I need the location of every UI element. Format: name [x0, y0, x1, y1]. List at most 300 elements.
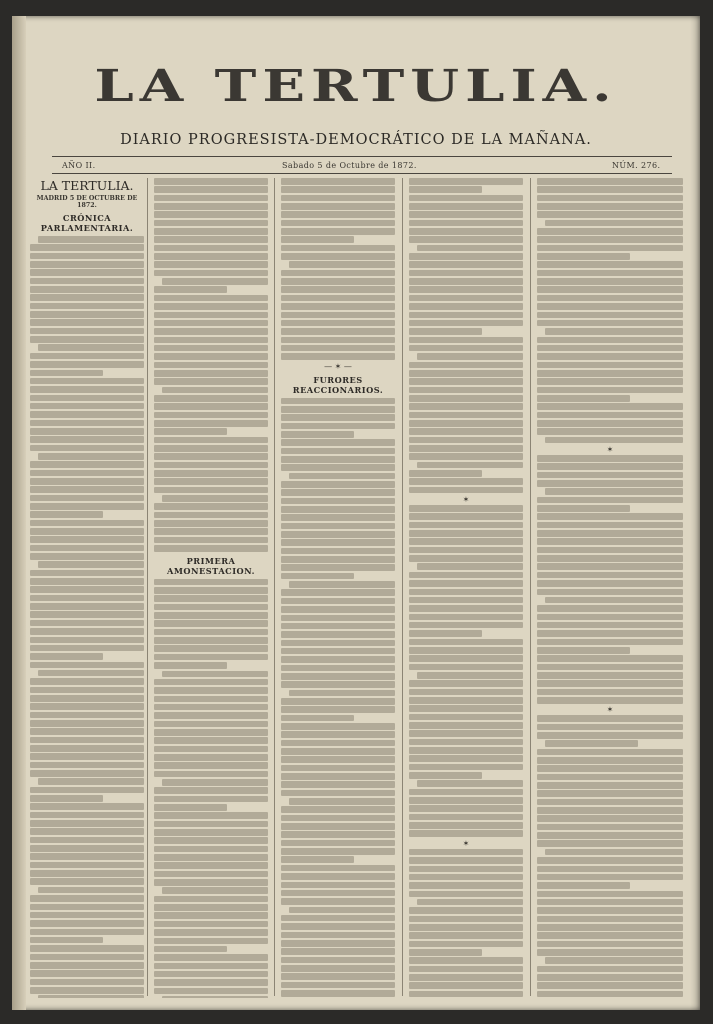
- text-line: [30, 286, 144, 293]
- text-line: [409, 555, 523, 562]
- text-line: [545, 597, 683, 604]
- text-line: [281, 312, 395, 319]
- text-line: [30, 937, 103, 944]
- text-line: [154, 821, 268, 828]
- text-line: [409, 378, 523, 385]
- text-line: [537, 563, 683, 570]
- text-line: [38, 453, 144, 460]
- text-line: [409, 428, 523, 435]
- text-line: [154, 829, 268, 836]
- text-line: [30, 528, 144, 535]
- text-line: [409, 697, 523, 704]
- text-line: [30, 962, 144, 969]
- text-line: [537, 857, 683, 864]
- text-line: [154, 378, 268, 385]
- text-line: [281, 740, 395, 747]
- text-line: [30, 828, 144, 835]
- text-line: [30, 812, 144, 819]
- text-line: [281, 856, 354, 863]
- text-line: [154, 696, 268, 703]
- text-line: [30, 803, 144, 810]
- text-line: [154, 228, 268, 235]
- text-line: [154, 712, 268, 719]
- text-line: [154, 312, 268, 319]
- text-line: [30, 845, 144, 852]
- text-line: [281, 815, 395, 822]
- text-line: [154, 178, 268, 185]
- text-line: [154, 912, 268, 919]
- text-line: [537, 195, 683, 202]
- text-line: [30, 395, 144, 402]
- text-line: [409, 270, 523, 277]
- text-line: [30, 712, 144, 719]
- text-line: [537, 689, 683, 696]
- text-line: [537, 982, 683, 989]
- text-line: [537, 513, 683, 520]
- text-line: [409, 445, 523, 452]
- text-line: [154, 236, 268, 243]
- text-line: [409, 814, 523, 821]
- text-line: [162, 996, 268, 998]
- article-text-block: [279, 178, 397, 360]
- text-line: [281, 253, 395, 260]
- masthead-subtitle: DIARIO PROGRESISTA-DEMOCRÁTICO DE LA MAÑANA.: [120, 132, 592, 148]
- text-line: [409, 630, 482, 637]
- ornament-star: ✶: [606, 445, 614, 454]
- text-line: [409, 966, 523, 973]
- text-line: [537, 815, 683, 822]
- text-line: [537, 203, 683, 210]
- text-line: [162, 495, 268, 502]
- text-line: [409, 949, 482, 956]
- text-line: [38, 887, 144, 894]
- text-line: [537, 472, 683, 479]
- text-line: [281, 915, 395, 922]
- text-line: [30, 445, 144, 452]
- text-line: [154, 862, 268, 869]
- text-line: [154, 445, 268, 452]
- ornament-dash: — ✶ —: [324, 361, 352, 371]
- text-line: [154, 938, 268, 945]
- text-line: [30, 787, 144, 794]
- text-line: [409, 505, 523, 512]
- text-line: [30, 637, 144, 644]
- text-line: [409, 278, 523, 285]
- column-title: LA TERTULIA.: [40, 178, 134, 193]
- text-line: [154, 245, 268, 252]
- text-line: [281, 873, 395, 880]
- text-line: [281, 220, 395, 227]
- text-line: [537, 186, 683, 193]
- text-line: [281, 840, 395, 847]
- text-line: [30, 920, 144, 927]
- text-line: [281, 506, 395, 513]
- text-line: [409, 891, 523, 898]
- binding-gutter: [12, 16, 26, 1010]
- text-line: [409, 714, 523, 721]
- text-line: [537, 724, 683, 731]
- text-line: [30, 653, 103, 660]
- text-line: [30, 319, 144, 326]
- text-line: [537, 824, 683, 831]
- text-line: [537, 428, 683, 435]
- text-line: [30, 795, 103, 802]
- text-line: [30, 678, 144, 685]
- text-line: [409, 747, 523, 754]
- text-line: [281, 195, 395, 202]
- text-line: [281, 236, 354, 243]
- text-line: [154, 303, 268, 310]
- text-line: [154, 328, 268, 335]
- text-line: [409, 830, 523, 837]
- text-line: [537, 530, 683, 537]
- text-line: [537, 966, 683, 973]
- text-line: [289, 907, 395, 914]
- text-line: [30, 820, 144, 827]
- text-line: [281, 423, 395, 430]
- text-line: [281, 523, 395, 530]
- text-line: [537, 312, 683, 319]
- text-line: [537, 664, 683, 671]
- text-line: [154, 528, 268, 535]
- text-line: [154, 595, 268, 602]
- text-line: [30, 611, 144, 618]
- text-line: [38, 778, 144, 785]
- text-line: [281, 573, 354, 580]
- text-line: [281, 303, 395, 310]
- article-text-block: [152, 178, 270, 552]
- text-line: [30, 495, 144, 502]
- text-line: [30, 511, 103, 518]
- text-line: [409, 286, 523, 293]
- article-text-block: [407, 178, 525, 493]
- text-line: [409, 941, 523, 948]
- text-line: [537, 261, 683, 268]
- text-line: [409, 907, 523, 914]
- text-line: [537, 589, 683, 596]
- text-line: [409, 866, 523, 873]
- ornament-star: ✶: [606, 705, 614, 715]
- text-line: [537, 732, 683, 739]
- text-line: [537, 924, 683, 931]
- text-line: [537, 228, 683, 235]
- text-line: [409, 957, 523, 964]
- text-line: [281, 723, 395, 730]
- text-line: [537, 505, 630, 512]
- text-line: [30, 762, 144, 769]
- text-line: [30, 595, 144, 602]
- text-line: [30, 294, 144, 301]
- text-line: [281, 706, 395, 713]
- text-line: [409, 328, 482, 335]
- text-line: [154, 612, 268, 619]
- text-line: [30, 278, 144, 285]
- text-line: [537, 840, 683, 847]
- text-line: [154, 837, 268, 844]
- text-line: [154, 453, 268, 460]
- text-line: [409, 487, 523, 494]
- text-line: [409, 362, 523, 369]
- text-line: [30, 645, 144, 652]
- text-line: [30, 987, 144, 994]
- text-line: [545, 488, 683, 495]
- text-line: [30, 520, 144, 527]
- article-text-block: [28, 236, 146, 998]
- text-line: [281, 337, 395, 344]
- text-line: [30, 361, 144, 368]
- text-line: [409, 605, 523, 612]
- text-line: [281, 865, 395, 872]
- text-line: [281, 589, 395, 596]
- text-line: [545, 957, 683, 964]
- text-line: [409, 337, 523, 344]
- text-line: [154, 796, 268, 803]
- column-2: [152, 178, 270, 998]
- text-line: [154, 804, 227, 811]
- text-line: [537, 580, 683, 587]
- text-line: [537, 480, 683, 487]
- text-line: [281, 973, 395, 980]
- text-line: [154, 988, 268, 995]
- text-line: [409, 303, 523, 310]
- text-line: [537, 278, 683, 285]
- text-line: [154, 787, 268, 794]
- text-line: [281, 270, 395, 277]
- text-line: [537, 757, 683, 764]
- text-line: [537, 790, 683, 797]
- text-line: [537, 647, 630, 654]
- text-line: [537, 715, 683, 722]
- text-line: [409, 680, 523, 687]
- text-line: [281, 295, 395, 302]
- text-line: [537, 345, 683, 352]
- text-line: [281, 940, 395, 947]
- text-line: [281, 456, 395, 463]
- text-line: [281, 965, 395, 972]
- article-text-block: [535, 455, 685, 704]
- text-line: [154, 729, 268, 736]
- text-line: [30, 770, 144, 777]
- text-line: [30, 478, 144, 485]
- text-line: [537, 303, 683, 310]
- text-line: [281, 848, 395, 855]
- text-line: [409, 437, 523, 444]
- text-line: [281, 990, 395, 997]
- text-line: [537, 403, 683, 410]
- text-line: [289, 690, 395, 697]
- text-line: [289, 261, 395, 268]
- text-line: [281, 615, 395, 622]
- text-line: [409, 664, 523, 671]
- text-line: [409, 186, 482, 193]
- text-line: [281, 178, 395, 185]
- text-line: [281, 245, 395, 252]
- text-line: [409, 412, 523, 419]
- text-line: [30, 403, 144, 410]
- text-line: [30, 745, 144, 752]
- text-line: [30, 620, 144, 627]
- text-line: [154, 420, 268, 427]
- text-line: [537, 270, 683, 277]
- text-line: [409, 547, 523, 554]
- text-line: [537, 178, 683, 185]
- header-rule-top: [52, 156, 672, 157]
- text-line: [537, 353, 683, 360]
- text-line: [162, 278, 268, 285]
- text-line: [281, 406, 395, 413]
- text-line: [409, 513, 523, 520]
- text-line: [30, 945, 144, 952]
- text-line: [281, 548, 395, 555]
- text-line: [154, 637, 268, 644]
- text-line: [30, 269, 144, 276]
- text-line: [409, 228, 523, 235]
- text-line: [30, 603, 144, 610]
- text-line: [154, 654, 268, 661]
- text-line: [30, 536, 144, 543]
- text-line: [281, 765, 395, 772]
- text-line: [154, 929, 268, 936]
- section-heading-amonestacion: PRIMERA AMONESTACION.: [167, 555, 255, 576]
- text-line: [409, 395, 523, 402]
- text-line: [30, 570, 144, 577]
- text-line: [154, 762, 268, 769]
- article-text-block: [407, 849, 525, 998]
- text-line: [162, 671, 268, 678]
- text-line: [537, 832, 683, 839]
- text-line: [537, 749, 683, 756]
- text-line: [281, 673, 395, 680]
- text-line: [30, 336, 144, 343]
- text-line: [537, 782, 683, 789]
- text-line: [154, 537, 268, 544]
- text-line: [409, 538, 523, 545]
- text-line: [537, 395, 630, 402]
- text-line: [409, 203, 523, 210]
- article-text-block: [279, 398, 397, 998]
- text-line: [281, 656, 395, 663]
- text-line: [154, 846, 268, 853]
- text-line: [30, 420, 144, 427]
- text-line: [30, 244, 144, 251]
- text-line: [154, 220, 268, 227]
- text-line: [38, 995, 144, 998]
- text-line: [154, 754, 268, 761]
- text-line: [409, 522, 523, 529]
- text-line: [30, 862, 144, 869]
- text-line: [154, 403, 268, 410]
- text-line: [409, 345, 523, 352]
- text-line: [154, 395, 268, 402]
- text-line: [409, 403, 523, 410]
- text-line: [409, 647, 523, 654]
- text-line: [30, 728, 144, 735]
- text-line: [537, 337, 683, 344]
- text-line: [154, 520, 268, 527]
- text-line: [154, 645, 268, 652]
- text-line: [417, 353, 523, 360]
- section-heading-cronica: CRÓNICA PARLAMENTARIA.: [40, 213, 134, 233]
- text-line: [537, 605, 683, 612]
- text-line: [30, 853, 144, 860]
- text-line: [30, 503, 144, 510]
- text-line: [409, 755, 523, 762]
- text-line: [281, 211, 395, 218]
- text-line: [537, 538, 683, 545]
- text-line: [537, 370, 683, 377]
- text-line: [409, 580, 523, 587]
- text-line: [281, 498, 395, 505]
- text-line: [154, 353, 268, 360]
- text-line: [162, 387, 268, 394]
- text-line: [281, 890, 395, 897]
- text-line: [154, 604, 268, 611]
- text-line: [38, 670, 144, 677]
- text-line: [281, 681, 395, 688]
- text-line: [38, 236, 144, 243]
- text-line: [281, 481, 395, 488]
- text-line: [154, 203, 268, 210]
- text-line: [281, 932, 395, 939]
- text-line: [409, 420, 523, 427]
- text-line: [409, 991, 523, 998]
- text-line: [537, 697, 683, 704]
- text-line: [30, 912, 144, 919]
- text-line: [154, 704, 268, 711]
- text-line: [281, 514, 395, 521]
- text-line: [537, 420, 683, 427]
- text-line: [154, 954, 268, 961]
- text-line: [545, 740, 638, 747]
- text-line: [417, 563, 523, 570]
- text-line: [162, 887, 268, 894]
- text-line: [30, 253, 144, 260]
- text-line: [38, 561, 144, 568]
- text-line: [30, 586, 144, 593]
- text-line: [409, 857, 523, 864]
- text-line: [281, 698, 395, 705]
- text-line: [537, 765, 683, 772]
- text-line: [30, 628, 144, 635]
- text-line: [545, 220, 683, 227]
- text-line: [289, 473, 395, 480]
- text-line: [537, 639, 683, 646]
- text-line: [154, 620, 268, 627]
- text-line: [409, 874, 523, 881]
- text-line: [409, 924, 523, 931]
- text-line: [281, 564, 395, 571]
- newspaper-page: [12, 16, 700, 1010]
- text-line: [154, 211, 268, 218]
- text-line: [537, 799, 683, 806]
- text-line: [30, 878, 144, 885]
- text-line: [30, 303, 144, 310]
- text-line: [281, 731, 395, 738]
- text-line: [281, 414, 395, 421]
- column-3: [279, 178, 397, 998]
- text-line: [281, 957, 395, 964]
- text-line: [409, 882, 523, 889]
- text-line: [281, 623, 395, 630]
- text-line: [409, 655, 523, 662]
- text-line: [154, 428, 227, 435]
- text-line: [409, 622, 523, 629]
- text-line: [154, 737, 268, 744]
- text-line: [281, 598, 395, 605]
- text-line: [545, 849, 683, 856]
- text-line: [30, 545, 144, 552]
- text-line: [281, 882, 395, 889]
